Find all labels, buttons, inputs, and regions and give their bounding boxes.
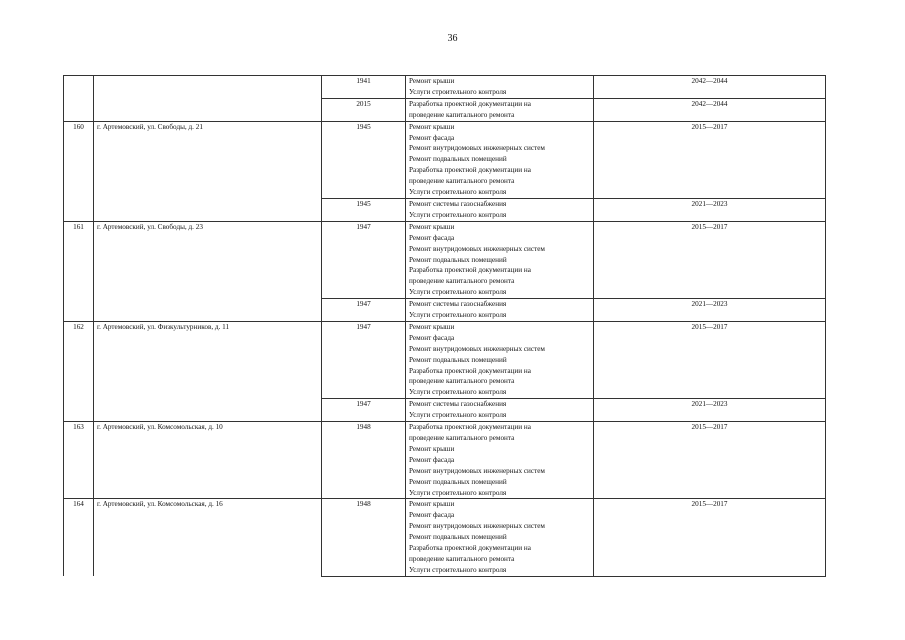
work-item: Услуги строительного контроля <box>409 311 507 320</box>
year-cell: 1947 <box>322 321 406 398</box>
work-item: Ремонт подвальных помещений <box>409 155 507 164</box>
work-item: Услуги строительного контроля <box>409 188 507 197</box>
works-cell <box>406 221 594 298</box>
work-item: проведение капитального ремонта <box>409 177 515 186</box>
building-number: 164 <box>64 499 94 576</box>
building-number: 162 <box>64 321 94 421</box>
repair-schedule-table <box>63 75 826 577</box>
works-cell <box>406 422 594 499</box>
work-item: Разработка проектной документации на <box>409 266 531 275</box>
work-item: Услуги строительного контроля <box>409 288 507 297</box>
table-row <box>64 221 826 298</box>
work-item: Ремонт подвальных помещений <box>409 533 507 542</box>
page-number: 36 <box>447 33 458 44</box>
work-item: Ремонт крыши <box>409 322 455 331</box>
work-item: Ремонт внутридомовых инженерных систем <box>409 522 545 531</box>
building-number: 161 <box>64 221 94 321</box>
works-cell <box>406 299 594 322</box>
work-item: Ремонт внутридомовых инженерных систем <box>409 144 545 153</box>
work-item: Ремонт внутридомовых инженерных систем <box>409 244 545 253</box>
table-row <box>64 422 826 499</box>
period-cell: 2042—2044 <box>594 76 826 99</box>
period-cell: 2021—2023 <box>594 399 826 422</box>
work-item: Ремонт фасада <box>409 233 455 242</box>
year-cell: 1947 <box>322 221 406 298</box>
building-number: 163 <box>64 422 94 499</box>
building-address: г. Артемовский, ул. Комсомольская, д. 16 <box>94 499 322 576</box>
year-cell: 1947 <box>322 399 406 422</box>
work-item: проведение капитального ремонта <box>409 554 515 563</box>
building-address: г. Артемовский, ул. Комсомольская, д. 10 <box>94 422 322 499</box>
table-row <box>64 76 826 99</box>
year-cell: 1945 <box>322 198 406 221</box>
work-item: Ремонт системы газоснабжения <box>409 300 507 309</box>
work-item: Разработка проектной документации на <box>409 423 531 432</box>
building-address: г. Артемовский, ул. Свободы, д. 23 <box>94 221 322 321</box>
work-item: проведение капитального ремонта <box>409 377 515 386</box>
work-item: Услуги строительного контроля <box>409 388 507 397</box>
table-row <box>64 321 826 398</box>
work-item: Разработка проектной документации на <box>409 99 531 108</box>
table-row <box>64 499 826 576</box>
work-item: Услуги строительного контроля <box>409 411 507 420</box>
building-number <box>64 76 94 122</box>
period-cell: 2015—2017 <box>594 422 826 499</box>
work-item: Услуги строительного контроля <box>409 565 507 574</box>
work-item: проведение капитального ремонта <box>409 277 515 286</box>
work-item: Разработка проектной документации на <box>409 366 531 375</box>
period-cell: 2015—2017 <box>594 121 826 198</box>
work-item: Ремонт фасада <box>409 455 455 464</box>
work-item: Ремонт подвальных помещений <box>409 355 507 364</box>
year-cell: 1947 <box>322 299 406 322</box>
period-cell: 2015—2017 <box>594 221 826 298</box>
works-cell <box>406 198 594 221</box>
works-cell <box>406 121 594 198</box>
year-cell: 1945 <box>322 121 406 198</box>
work-item: Разработка проектной документации на <box>409 166 531 175</box>
work-item: проведение капитального ремонта <box>409 434 515 442</box>
work-item: Ремонт фасада <box>409 511 455 520</box>
period-cell: 2021—2023 <box>594 198 826 221</box>
building-number: 160 <box>64 121 94 221</box>
work-item: Ремонт фасада <box>409 333 455 342</box>
work-item: Ремонт подвальных помещений <box>409 477 507 486</box>
works-cell <box>406 499 594 576</box>
work-item: Ремонт крыши <box>409 122 455 131</box>
work-item: Ремонт внутридомовых инженерных систем <box>409 344 545 353</box>
work-item: Ремонт фасада <box>409 133 455 142</box>
works-cell <box>406 76 594 99</box>
year-cell: 2015 <box>322 98 406 121</box>
works-cell <box>406 399 594 422</box>
period-cell: 2021—2023 <box>594 299 826 322</box>
works-cell <box>406 321 594 398</box>
year-cell: 1948 <box>322 499 406 576</box>
period-cell: 2015—2017 <box>594 321 826 398</box>
work-item: Разработка проектной документации на <box>409 544 531 553</box>
work-item: Ремонт крыши <box>409 222 455 231</box>
work-item: Ремонт внутридомовых инженерных систем <box>409 466 545 475</box>
period-cell: 2042—2044 <box>594 98 826 121</box>
repair-schedule-body <box>64 76 826 577</box>
work-item: Ремонт крыши <box>409 77 455 85</box>
year-cell: 1941 <box>322 76 406 99</box>
building-address <box>94 76 322 122</box>
work-item: Ремонт крыши <box>409 444 455 453</box>
work-item: Услуги строительного контроля <box>409 210 507 219</box>
work-item: Ремонт системы газоснабжения <box>409 199 507 208</box>
work-item: Ремонт крыши <box>409 500 455 509</box>
period-cell: 2015—2017 <box>594 499 826 576</box>
work-item: проведение капитального ремонта <box>409 110 515 119</box>
building-address: г. Артемовский, ул. Физкультурников, д. 11 <box>94 321 322 421</box>
works-cell <box>406 98 594 121</box>
work-item: Ремонт системы газоснабжения <box>409 400 507 409</box>
work-item: Ремонт подвальных помещений <box>409 255 507 264</box>
work-item: Услуги строительного контроля <box>409 87 507 96</box>
work-item: Услуги строительного контроля <box>409 488 507 497</box>
year-cell: 1948 <box>322 422 406 499</box>
table-row <box>64 121 826 198</box>
building-address: г. Артемовский, ул. Свободы, д. 21 <box>94 121 322 221</box>
